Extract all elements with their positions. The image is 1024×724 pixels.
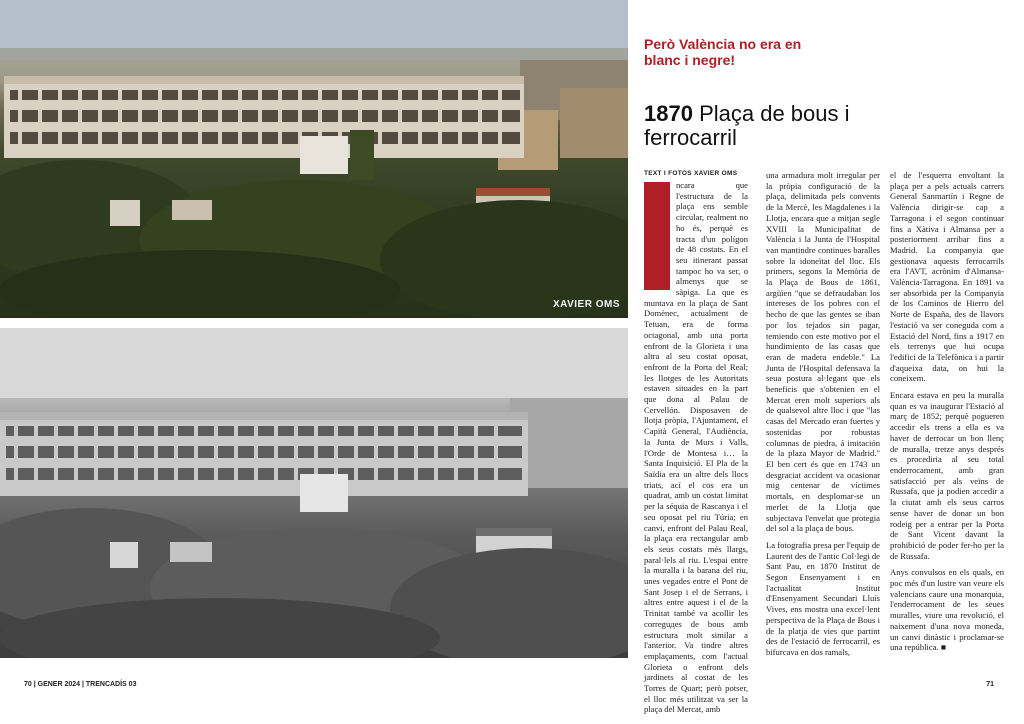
page-number: 71	[986, 681, 994, 688]
dropcap-e	[644, 182, 670, 290]
paragraph: La fotografia presa per l'equip de Laurent des de l'antic Col·legi de Sant Pau, en 1870 Institut de Segon Ensenyament i en l'actualitat Institut d'Ensenyament Secundari Lluís Vives, ens mostra una excel·lent perspectiva de la Plaça de Bous i de la platja de vies que partint des de l'estació de ferrocarril, es bifurcava en dos ramals,	[766, 539, 880, 657]
kicker: Però València no era en blanc i negre!	[644, 36, 802, 68]
footer-left: 70 | GENER 2024 | TRENCADÍS 03	[24, 681, 137, 688]
bw-photograph	[0, 328, 628, 658]
byline: TEXT I FOTOS XAVIER OMS	[644, 170, 738, 177]
article-column-1	[644, 180, 748, 721]
headline	[644, 102, 924, 150]
paragraph: una armadura molt irregular per la pròpia configuració de la plaça, delimitada pels convents de la Mercè, les Magdalenes i la Llotja, encara que a mitjan segle XVIII la Municipalitat de València i la Junta de l'Hospital van mantindre continues baralles sobre la idoneïtat del lloc. Els primers, segons la Memòria de la Plaça de Bous de 1861, argüïen "que se defraudaban los intereses de los pobres con el hecho de que las gentes se iban por los tejados sin pagar, temiendo con este motivo por el hundimiento de las casas que eran de madera endeble." La Junta de l'Hospital defensava la seua postura al·legant que els beneficis que s'obtenien en el Mercat eren molt superiors als de qualsevol altre lloc i que "las casas del Mercado eran fuertes y sostenidas por robustas columnas de piedra, á imitación de la plaza Mayor de Madrid." El ben cert és que en 1743 un desgraciat accident va ocasionar mig centenar de víctimes mortals, en desplomar-se un merlet de la Llotja que subjectava l'envelat que protegia del sol a la plaça de bous.	[766, 170, 880, 534]
bullring-colorized-scene	[0, 0, 628, 318]
paragraph: el de l'esquerra envoltant la plaça per a pels actuals carrers General Sanmartín i Regne de València dirigir-se cap a Tarragona i el segon continuar fins a Xàtiva i Almansa per a posteriorment arribar fins a Madrid. La companyia que gestionava aquests ferrocarrils era l'AVT, acrònim d'Almansa-València-Tarragona. En 1891 va ser absorbida per la Companyia de los Caminos de Hierro del Norte de España, des de llavors l'estació va ser coneguda com a Estació del Nord, fins a 1917 en els terrenys que hui ocupa l'edifici de la Telefònica i a partir d'aqueixa data, on hui la coneixem.	[890, 170, 1004, 384]
color-photograph	[0, 0, 628, 318]
article-column-3	[890, 170, 1004, 659]
article-column-2	[766, 170, 880, 664]
paragraph: ncara que l'estructura de la plaça ens semble circular, realment no ho és, perquè es tracta d'un polígon de 48 costats. En el seu itinerant passat tampoc ho va ser, o almenys que se sàpiga. La que es muntava en la plaça de Sant Domènec, actualment de Tetuan, era de forma octagonal, amb una porta enfront de la Glorieta i una altra al seu costat oposat, enfront de la Porta del Real; les llotges de les Autoritats estaven situades en la part que dona al Palau de Cervellón. Disposaven de llotja pròpia, l'Ajuntament, el Capità General, l'Audiència, la Junta de Murs i Valls, l'Orde de Montesa i… la Santa Inquisició. El Pla de la Saïdia era un altre dels llocs triats, ací el cos era un quadrat, amb un costat limitat per la séquia de Rascanya i el seu oposat pel riu Túria; en canvi, enfront del Palau Real, la plaça era rectangular amb els seus costats més llargs, paral·lels al riu. L'espai entre la muralla i la barana del riu, unes vegades entre el Pont de Sant Josep i el de Serrans, i altres entre aquest i el de la Trinitat també va acollir les correguдes de bous amb estructura molt similar a l'anterior. Va tindre altres emplaçaments, com l'actual Glorieta o enfront dels jardinets al costat de les Torres de Quart; però potser, el lloc més utilitzat va ser la plaça del Mercat, amb	[644, 180, 748, 715]
headline-year: 1870	[644, 101, 693, 126]
bullring-original-scene	[0, 328, 628, 658]
paragraph: Encara estava en peu la muralla quan es va inaugurar l'Estació al març de 1852; perquè pogueren accedir els trens a ella es va haver de derrocar un bon llenç de muralla, tretze anys després es procediria al seu total enderrocament, amb gran satisfacció per als veïns de Russafa, que ja podien accedir a la ciutat amb els seus carros sense haver de donar un bon rodeig per a entrar per la Porta de Sant Vicent davant la prohibició de poder fer-ho per la de Russafa.	[890, 390, 1004, 561]
photo-credit: XAVIER OMS	[552, 299, 620, 310]
paragraph: Anys convulsos en els quals, en poc més d'un lustre van veure els valencians caure una monarquia, l'enderrocament de les seues muralles, viure una revolució, el naixement d'una nova moneda, un canvi dinàstic i proclamar-se una república. ■	[890, 567, 1004, 653]
headline-text: Plaça de bous i ferrocarril	[644, 101, 850, 150]
